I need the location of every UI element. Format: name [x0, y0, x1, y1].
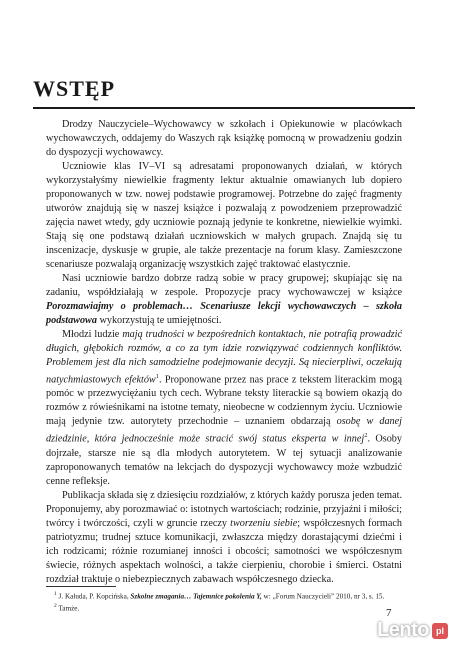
body-text — [46, 118, 402, 587]
paragraph-5 — [46, 489, 402, 587]
footnote-ref-1: 1 — [155, 373, 159, 380]
footnote-1-number: 1 — [54, 591, 57, 597]
paragraph-2: Uczniowie klas IV–VI są adresatami proponowanych działań, w których wykorzystałyśmy niewielkie fragmenty lektur aktualnie omawianych lub dopiero proponowanych w tzw. nowej podstawie programowej. Potrzebne do zajęć fragmenty utworów znajdują się w naszej książce i pozwalają z powodzeniem przeprowadzić zajęcia nawet wtedy, gdy uczniowie poznają jedynie te konkretne, niewielkie wyimki. Stają się one podstawą działań uczniowskich w małych grupach. Znajdą się tu inscenizacje, dyskusje w grupie, ale także prezentacje na forum klasy. Zamieszczone scenariusze pozwalają organizację wszystkich zajęć traktować elastycznie. — [46, 161, 402, 270]
footnote-1-text-c: w: „Forum Nauczycieli” 2010, nr 3, s. 15. — [261, 592, 385, 601]
paragraph-5-text-a: Publikacja składa się z dziesięciu rozdziałów, z których każdy porusza jeden temat. Proponujemy, aby porozmawiać o: istotnych wartościach; rodzinie, przyjaźni i miłości; twórcy i twórczości, czyli w gruncie rzeczy — [46, 489, 402, 529]
heading-rule — [33, 107, 415, 109]
paragraph-4-text-a: Młodzi ludzie — [62, 329, 123, 340]
book-title: Porozmawiajmy o problemach… Scenariusze lekcji wychowawczych – szkoła podstawowa — [46, 301, 402, 326]
paragraph-5-italic: tworzeniu siebie — [230, 517, 298, 529]
footnotes — [46, 590, 402, 614]
footnote-2-text: Tamże. — [56, 604, 80, 613]
paragraph-4-quote-2: osobę w danej dziedzinie, która jednocześnie może stracić swój status eksperta w innej — [46, 416, 402, 445]
watermark-text: Lento — [377, 619, 429, 641]
footnote-rule — [46, 586, 116, 587]
paragraph-4-text-d: . Proponowane przez nas prace z tekstem literackim mogą pomóc w przezwyciężaniu tych cech. Wybrane teksty literackie są bowiem okazją do rozmów z rówieśnikami na istotne tematy, nieobecne w codziennym życiu. Uczniowie mają jedynie tzw. autorytety przechodnie – uznaniem obdarzają — [46, 374, 403, 428]
footnote-1-title: Szkolne zmagania… Tajemnice pokolenia Y, — [130, 592, 262, 601]
paragraph-4-text-g: . Osoby dojrzałe, starsze nie są dla młodych autorytetem. W tej sytuacji analizowanie zaproponowanych tematów na lekcjach do dyspozycji wychowawcy może wzbudzić cenne refleksje. — [46, 433, 402, 487]
paragraph-4 — [46, 328, 402, 489]
footnote-1-text-a: J. Kałuda, P. Kopcińska, — [56, 592, 131, 601]
watermark-badge-icon: pl — [432, 623, 448, 639]
footnote-1 — [46, 590, 402, 602]
paragraph-1: Drodzy Nauczyciele–Wychowawcy w szkołach i Opiekunowie w placówkach wychowawczych, oddajemy do Waszych rąk książkę pomocną w prowadzeniu godzin do dyspozycji wychowawcy. — [46, 119, 402, 158]
paragraph-3-text-a: Nasi uczniowie bardzo dobrze radzą sobie w pracy grupowej; skupiając się na zadaniu, współdziałają w zespole. Propozycje pracy wychowawczej w książce — [46, 273, 402, 298]
watermark-logo — [377, 619, 448, 642]
footnote-2 — [46, 602, 402, 614]
footnote-2-number: 2 — [54, 602, 57, 609]
footnote-ref-2: 2 — [364, 432, 368, 440]
page-number: 7 — [386, 607, 392, 619]
paragraph-5-text-c: ; współczesnych formach patriotyzmu; trudnej sztuce komunikacji, zwłaszcza między dorastającymi dziećmi i ich rodzicami; różnie rozumianej inności i obcości; samotności we współczesnym świecie, różnych aspektach wolności, a także cierpieniu, chorobie i śmierci. Ostatni rozdział traktuje o niebezpiecznych zabawach współczesnego dziecka. — [46, 517, 402, 585]
chapter-heading: WSTĘP — [33, 76, 116, 101]
paragraph-4-quote-1: mają trudności w bezpośrednich kontaktach, nie potrafią prowadzić długich, głębokich rozmów, a co za tym idzie rozwiązywać codziennych konfliktów. Problemem jest dla nich samodzielne podejmowanie decyzji. Są niecierpliwi, oczekują natychmiastowych efektów — [46, 329, 402, 386]
paragraph-3 — [46, 272, 402, 328]
paragraph-3-text-c: wykorzystują te umiejętności. — [96, 315, 222, 326]
